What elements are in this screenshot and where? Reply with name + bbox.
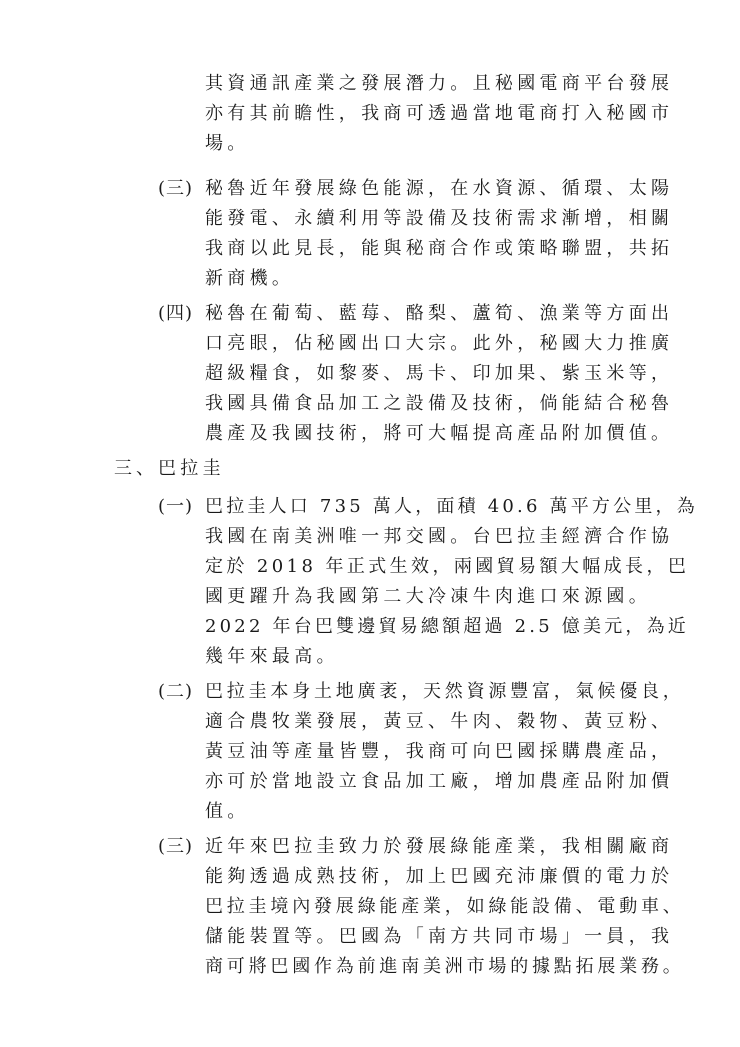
text-line: 近年來巴拉圭致力於發展綠能產業，我相關廠商 — [205, 836, 674, 857]
item-label: (三) — [158, 836, 194, 857]
text-line: 巴拉圭境內發展綠能產業，如綠能設備、電動車、 — [205, 896, 685, 917]
text-line: 商可將巴國作為前進南美洲市場的據點拓展業務。 — [205, 956, 685, 977]
text-line: 巴拉圭本身土地廣袤，天然資源豐富，氣候優良， — [205, 681, 685, 702]
text-line: 農產及我國技術，將可大幅提高產品附加價值。 — [205, 423, 674, 444]
text-line: 巴拉圭人口 735 萬人，面積 40.6 萬平方公里，為 — [205, 496, 698, 517]
text-line: 亦有其前瞻性，我商可透過當地電商打入秘國市 — [205, 103, 674, 124]
text-line: 能發電、永續利用等設備及技術需求漸增，相關 — [205, 208, 674, 229]
text-line: 幾年來最高。 — [205, 646, 339, 667]
text-line: 儲能裝置等。巴國為「南方共同市場」一員，我 — [205, 926, 674, 947]
text-line: 秘魯近年發展綠色能源，在水資源、循環、太陽 — [205, 178, 674, 199]
text-line: 我國在南美洲唯一邦交國。台巴拉圭經濟合作協 — [205, 526, 674, 547]
text-line: 值。 — [205, 801, 250, 822]
item-label: (二) — [158, 681, 194, 702]
item-label: (四) — [158, 303, 194, 324]
text-line: 國更躍升為我國第二大冷凍牛肉進口來源國。 — [205, 586, 651, 607]
text-line: 黃豆油等產量皆豐，我商可向巴國採購農產品， — [205, 741, 674, 762]
text-line: 秘魯在葡萄、藍莓、酪梨、蘆筍、漁業等方面出 — [205, 303, 674, 324]
text-line: 場。 — [205, 133, 250, 154]
section-number: 三、 — [114, 458, 158, 479]
text-line: 2022 年台巴雙邊貿易總額超過 2.5 億美元，為近 — [205, 616, 689, 637]
text-line: 定於 2018 年正式生效，兩國貿易額大幅成長，巴 — [205, 556, 690, 577]
text-line: 口亮眼，佔秘國出口大宗。此外，秘國大力推廣 — [205, 333, 674, 354]
text-line: 超級糧食，如黎麥、馬卡、印加果、紫玉米等， — [205, 363, 674, 384]
text-line: 適合農牧業發展，黃豆、牛肉、穀物、黃豆粉、 — [205, 711, 674, 732]
text-line: 新商機。 — [205, 268, 295, 289]
text-line: 我國具備食品加工之設備及技術，倘能結合秘魯 — [205, 393, 674, 414]
section-title: 巴拉圭 — [158, 458, 225, 479]
text-line: 其資通訊產業之發展潛力。且秘國電商平台發展 — [205, 73, 674, 94]
text-line: 我商以此見長，能與秘商合作或策略聯盟，共拓 — [205, 238, 674, 259]
text-line: 能夠透過成熟技術，加上巴國充沛廉價的電力於 — [205, 866, 674, 887]
item-label: (三) — [158, 178, 194, 199]
text-line: 亦可於當地設立食品加工廠，增加農產品附加價 — [205, 771, 674, 792]
item-label: (一) — [158, 496, 194, 517]
